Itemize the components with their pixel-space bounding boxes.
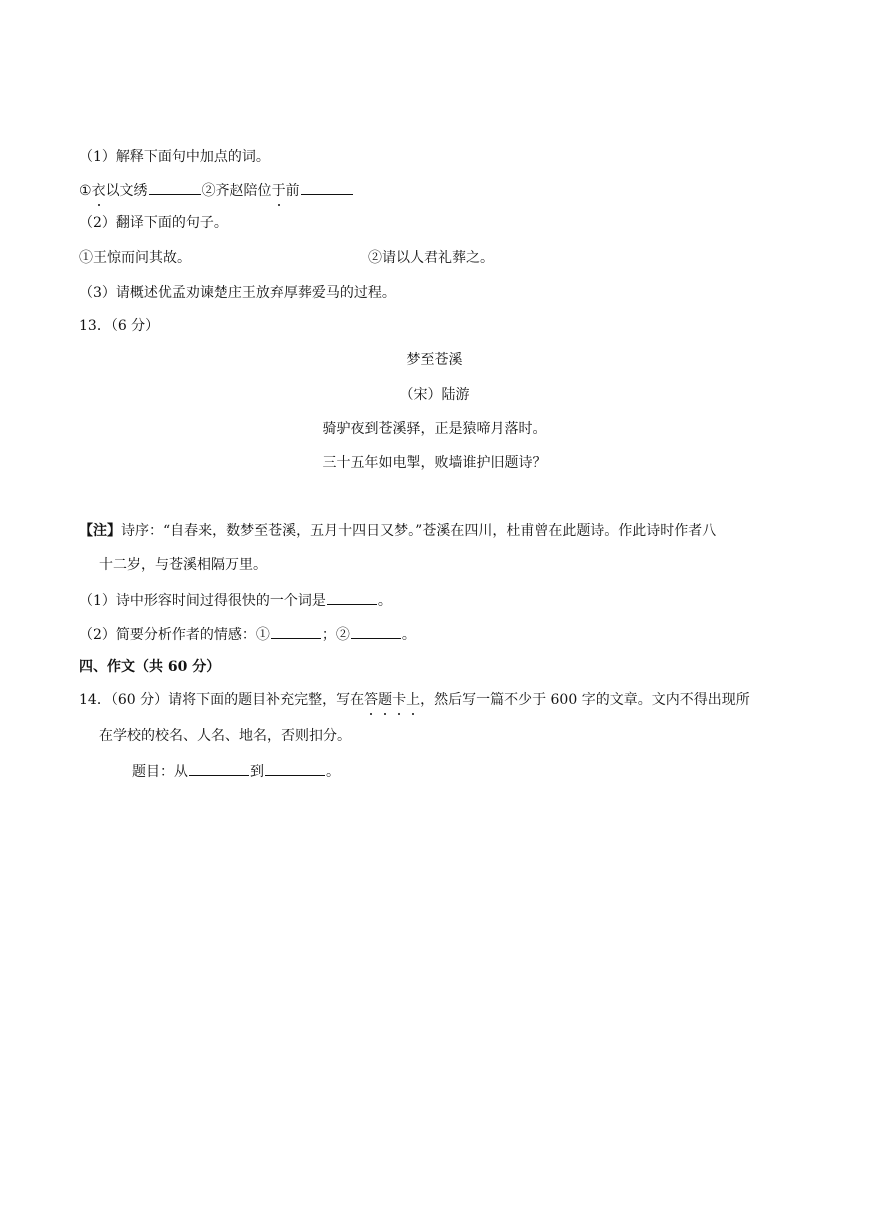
note-text-cont: 十二岁，与苍溪相隔万里。: [99, 557, 267, 573]
poem-author: （宋）陆游: [399, 387, 470, 403]
q12-items-line: [79, 180, 354, 201]
topic-prefix: 题目：从: [132, 764, 188, 780]
dotted-char: 题: [378, 692, 393, 708]
q14-topic: [132, 761, 340, 782]
poem-line-2: 三十五年如电掣，败墙谁护旧题诗？: [322, 455, 547, 471]
topic-blank-2[interactable]: [265, 761, 325, 776]
dotted-char: 卡: [392, 692, 407, 708]
q14-line1: [79, 690, 750, 710]
q12-sub3: （3）请概述优孟劝谏楚庄王放弃厚葬爱马的过程。: [79, 285, 396, 301]
q13-sub1-text: （1）诗中形容时间过得很快的一个词是: [79, 593, 326, 609]
q14-text-post: ，然后写一篇不少于 600 字的文章。文内不得出现所: [420, 692, 750, 708]
q14-dotted: [364, 692, 420, 708]
note-text: 诗序：“自春来，数梦至苍溪，五月十四日又梦。”苍溪在四川，杜甫曾在此题诗。作此诗时作者八: [121, 523, 717, 539]
q13-sub2-text: （2）简要分析作者的情感：①: [79, 627, 270, 643]
q13-sub1-end: 。: [377, 593, 392, 609]
dotted-char: 上: [406, 692, 421, 708]
q13-sub1: [79, 590, 392, 611]
topic-end: 。: [326, 764, 340, 780]
q12-trans1: ①王惊而问其故。: [79, 250, 191, 266]
note-label: 【注】: [79, 523, 121, 539]
topic-blank-1[interactable]: [189, 761, 249, 776]
q12-sub1: （1）解释下面句中加点的词。: [79, 149, 270, 165]
answer-blank[interactable]: [149, 180, 201, 195]
q13-header: 13．（6 分）: [79, 318, 160, 334]
q13-sub2-end: 。: [401, 627, 416, 643]
answer-blank[interactable]: [351, 624, 401, 639]
item2-suffix: 前: [285, 183, 300, 199]
q12-trans2: ②请以人君礼葬之。: [368, 250, 494, 266]
item1-prefix: ①: [79, 183, 92, 199]
answer-blank[interactable]: [327, 590, 377, 605]
poem-note: [79, 521, 716, 541]
q13-sub2: [79, 624, 416, 645]
answer-blank[interactable]: [271, 624, 321, 639]
q13-sub2-mid: ；②: [321, 627, 350, 643]
item1-suffix: 以文绣: [105, 183, 148, 199]
answer-blank[interactable]: [301, 180, 353, 195]
dotted-char: 答: [364, 692, 379, 708]
dotted-word-yu: 于: [271, 183, 286, 199]
item2-prefix: ②齐赵陪位: [201, 183, 272, 199]
section-title: 四、作文（共 60 分）: [79, 659, 221, 675]
q14-text-pre: 14．（60 分）请将下面的题目补充完整，写在: [79, 692, 365, 708]
dotted-word-yi: 衣: [91, 183, 106, 199]
poem-title: 梦至苍溪: [406, 352, 463, 368]
q12-sub2: （2）翻译下面的句子。: [79, 215, 228, 231]
topic-mid: 到: [250, 764, 264, 780]
poem-line-1: 骑驴夜到苍溪驿，正是猿啼月落时。: [322, 421, 547, 437]
q14-line2: 在学校的校名、人名、地名，否则扣分。: [99, 728, 351, 744]
